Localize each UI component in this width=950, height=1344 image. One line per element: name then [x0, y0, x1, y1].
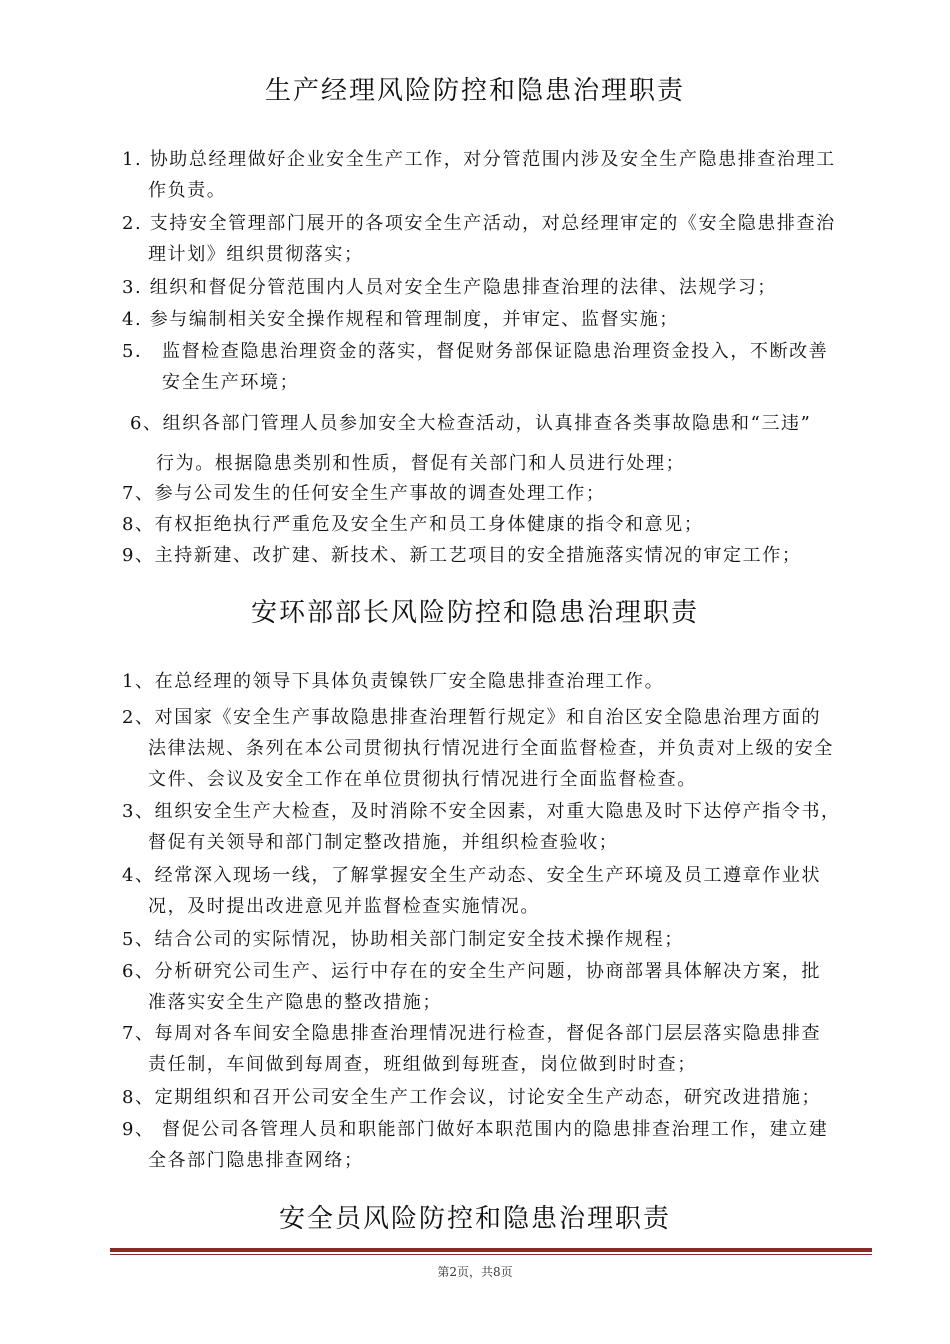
list-item: [122, 1082, 882, 1113]
item-line: 1、在总经理的领导下具体负责镍铁厂安全隐患排查治理工作。: [122, 671, 665, 692]
footer-divider-thin: [110, 1254, 872, 1255]
item-line: 6、组织各部门管理人员参加安全大检查活动，认真排查各类事故隐患和“三违”: [130, 413, 812, 434]
item-line: 9、 督促公司各管理人员和职能部门做好本职范围内的隐患排查治理工作，建立建: [122, 1119, 829, 1140]
item-line: 4. 参与编制相关安全操作规程和管理制度，并审定、监督实施；: [122, 309, 679, 330]
list-item: [122, 796, 882, 858]
footer-divider-thick: [110, 1248, 872, 1252]
list-item: [122, 1018, 882, 1080]
list-item: [122, 702, 882, 795]
item-line-continuation: 文件、会议及安全工作在单位贯彻执行情况进行全面监督检查。: [148, 769, 697, 790]
list-item: [122, 336, 882, 398]
item-line: 4、经常深入现场一线，了解掌握安全生产动态、安全生产环境及员工遵章作业状: [122, 865, 822, 886]
item-line-continuation: 作负责。: [148, 180, 227, 201]
section-title-safety-officer: 安全员风险防控和隐患治理职责: [278, 1204, 671, 1234]
item-line: 9、主持新建、改扩建、新技术、新工艺项目的安全措施落实情况的审定工作；: [122, 545, 802, 566]
list-item: [122, 478, 882, 509]
list-item: [122, 860, 882, 922]
item-line-continuation: 理计划》组织贯彻落实；: [148, 244, 364, 265]
list-item: [122, 1114, 882, 1176]
item-line-continuation: 责任制，车间做到每周查，班组做到每班查，岗位做到时时查；: [148, 1054, 697, 1075]
item-line: 8、有权拒绝执行严重危及安全生产和员工身体健康的指令和意见；: [122, 514, 704, 535]
list-item: [122, 304, 882, 335]
item-line: 3、组织安全生产大检查，及时消除不安全因素，对重大隐患及时下达停产指令书，: [122, 801, 841, 822]
item-line-continuation: 行为。根据隐患类别和性质，督促有关部门和人员进行处理；: [156, 453, 686, 474]
item-line: 2、对国家《安全生产事故隐患排查治理暂行规定》和自治区安全隐患治理方面的: [122, 707, 822, 728]
item-line: 8、定期组织和召开公司安全生产工作会议，讨论安全生产动态，研究改进措施；: [122, 1087, 822, 1108]
item-line-continuation: 全各部门隐患排查网络；: [148, 1150, 364, 1171]
list-item: [122, 924, 882, 955]
item-line: 5、结合公司的实际情况，协助相关部门制定安全技术操作规程；: [122, 929, 684, 950]
item-line-continuation: 况，及时提出改进意见并监督检查实施情况。: [148, 896, 540, 917]
list-item: [122, 956, 882, 1018]
item-line-continuation: 督促有关领导和部门制定整改措施，并组织检查验收；: [148, 832, 619, 853]
list-item: [122, 272, 882, 303]
item-line: 7、参与公司发生的任何安全生产事故的调查处理工作；: [122, 483, 606, 504]
section-title-production-manager: 生产经理风险防控和隐患治理职责: [264, 76, 685, 106]
item-line-continuation: 安全生产环境；: [162, 372, 300, 393]
list-item: [122, 509, 882, 540]
item-line: 3. 组织和督促分管范围内人员对安全生产隐患排查治理的法律、法规学习；: [122, 277, 777, 298]
item-line: 6、分析研究公司生产、运行中存在的安全生产问题，协商部署具体解决方案，批: [122, 961, 822, 982]
page-number: 第2页，共8页: [437, 1265, 513, 1279]
item-line: 5． 监督检查隐患治理资金的落实，督促财务部保证隐患治理资金投入，不断改善: [122, 341, 829, 362]
list-item: [122, 540, 882, 571]
list-item: [122, 666, 882, 697]
item-line-continuation: 准落实安全生产隐患的整改措施；: [148, 992, 442, 1013]
list-item: [122, 208, 882, 270]
list-item: [130, 404, 890, 484]
item-line-continuation: 法律法规、条列在本公司贯彻执行情况进行全面监督检查，并负责对上级的安全: [148, 738, 834, 759]
section-title-safety-env-head: 安环部部长风险防控和隐患治理职责: [250, 598, 699, 628]
item-line: 2. 支持安全管理部门展开的各项安全生产活动，对总经理审定的《安全隐患排查治: [122, 213, 836, 234]
item-line: 1. 协助总经理做好企业安全生产工作，对分管范围内涉及安全生产隐患排查治理工: [122, 149, 836, 170]
item-line: 7、每周对各车间安全隐患排查治理情况进行检查，督促各部门层层落实隐患排查: [122, 1023, 822, 1044]
list-item: [122, 144, 882, 206]
